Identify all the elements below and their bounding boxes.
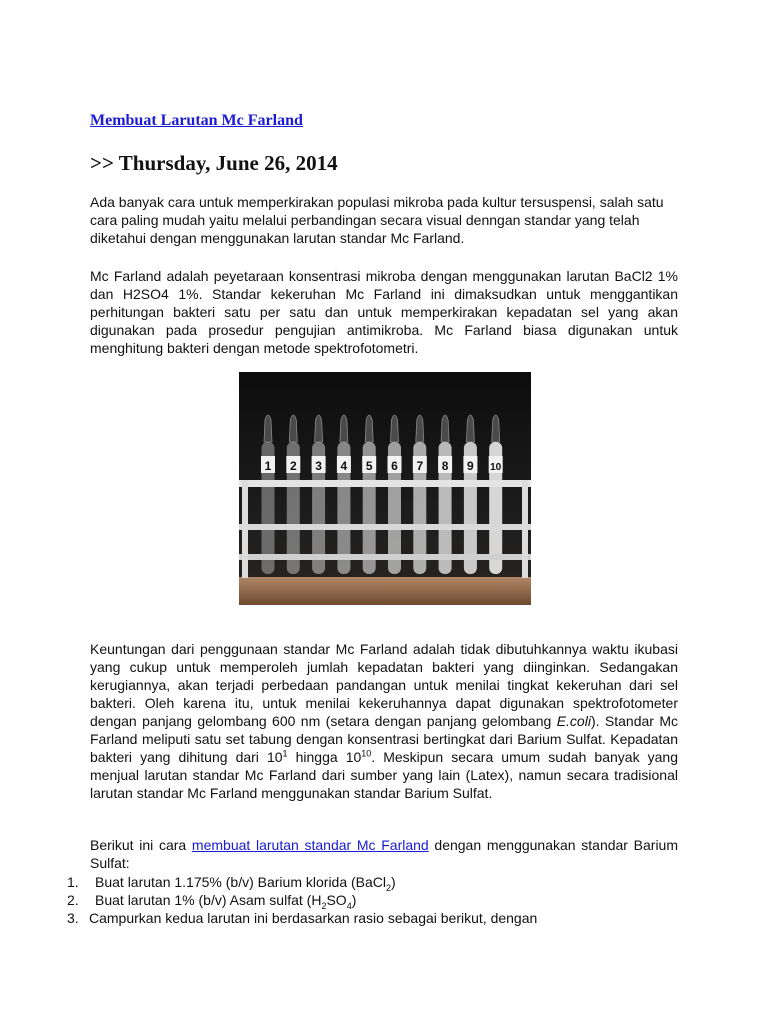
tube-number-label: 3: [315, 459, 322, 473]
list-item: 2. Buat larutan 1% (b/v) Asam sulfat $(H_2SO_4)$: [67, 892, 357, 911]
mcfarland-tubes-photo: [239, 372, 531, 605]
tube-number-label: 5: [365, 459, 373, 473]
procedure-steps: [0, 873, 700, 927]
tubes-illustration: [239, 372, 531, 605]
paragraph-procedure-intro: Berikut ini cara membuat larutan standar Mc Farland dengan menggunakan standar Barium Sulfat:: [90, 837, 679, 871]
rack-post: [242, 480, 248, 578]
list-item: 1. Buat larutan 1.175% (b/v) Barium klorida (BaCl$_2$): [67, 874, 396, 893]
rack-post: [522, 480, 528, 578]
rack-top-rail: [239, 480, 531, 487]
procedure-link[interactable]: membuat larutan standar Mc Farland: [191, 837, 429, 853]
tube-number-label: 1: [264, 459, 272, 473]
post-date-heading: >> Thursday, June 26, 2014: [90, 151, 338, 175]
wooden-base: [239, 577, 531, 605]
rack-middle-rail: [239, 524, 531, 530]
tube-number-label: 8: [441, 459, 449, 473]
tube-number-label: 10: [490, 462, 502, 473]
paragraph-advantages: Keuntungan dari penggunaan standar Mc Farland adalah tidak dibutuhkannya waktu ikubasi yang cukup untuk memperoleh jumlah kepadatan bakteri yang diinginkan. Sedangakan kerugiannya, akan terjadi perbedaan pandangan untuk menilai tingkat kekeruhan dari sel bakteri. Oleh karena itu, untuk menilai kekeruhannya dapat digunakan spektrofotometer dengan panjang gelombang 600 nm (setara dengan panjang gelombang E.coli). Standar Mc Farland meliputi satu set tabung dengan konsentrasi bertingkat dari Barium Sulfat. Kepadatan bakteri yang dihitung dari $10^1$ hingga $10^{10}$. Meskipun secara umum sudah banyak yang menjual larutan standar Mc Farland dari sumber yang lain (Latex), namun secara tradisional larutan standar Mc Farland menggunakan standar Barium Sulfat.: [90, 641, 679, 801]
tube-number-label: 9: [467, 459, 474, 473]
tube-number-label: 7: [416, 459, 424, 473]
tube-number-label: 6: [391, 459, 398, 473]
paragraph-definition: Mc Farland adalah peyetaraan konsentrasi mikroba dengan menggunakan larutan BaCl2 1% dan H2SO4 1%. Standar kekeruhan Mc Farland ini dimaksudkan untuk menggantikan perhitungan bakteri satu per satu dan untuk memperkirakan kepadatan sel yang akan digunakan pada prosedur pengujian antimikroba. Mc Farland biasa digunakan untuk menghitung bakteri dengan metode spektrofotometri.: [90, 268, 678, 356]
paragraph-intro: Ada banyak cara untuk memperkirakan populasi mikroba pada kultur tersuspensi, salah satu cara paling mudah yaitu melalui perbandingan secara visual denngan standar yang telah diketahui dengan menggunakan larutan standar Mc Farland.: [90, 194, 664, 246]
list-item: 3. Campurkan kedua larutan ini berdasarkan rasio sebagai berikut, dengan: [67, 910, 538, 926]
tube-number-label: 4: [340, 459, 348, 473]
rack-lower-rail: [239, 554, 531, 560]
tube-number-label: 2: [289, 459, 297, 473]
post-title-link[interactable]: Membuat Larutan Mc Farland: [90, 112, 303, 129]
